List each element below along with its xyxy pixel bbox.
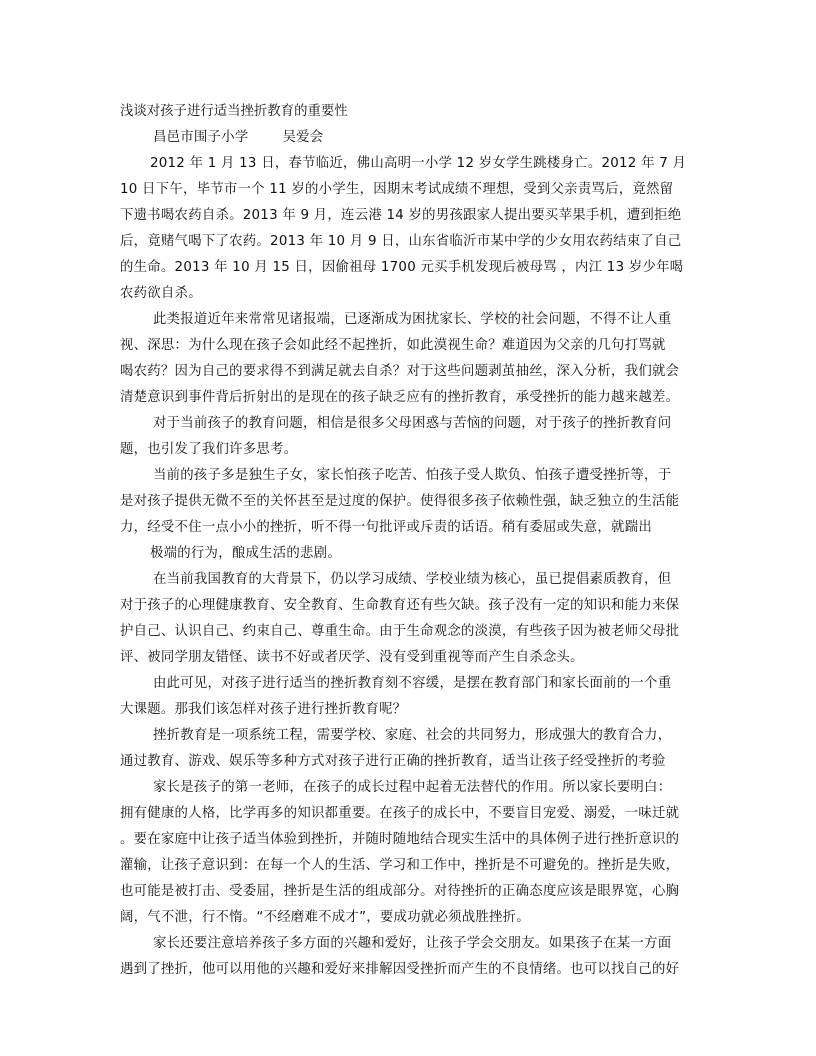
text-line: 喝农药？因为自己的要求得不到满足就去自杀？对于这些问题剥茧抽丝，深入分析，我们就会 [120,364,680,379]
text-line: 极端的行为，酿成生活的悲剧。 [150,546,341,561]
text-line: 下遗书喝农药自杀。2013 年 9 月，连云港 14 岁的男孩跟家人提出要买苹果手机，遭到拒绝 [120,208,682,223]
text-line: 。要在家庭中让孩子适当体验到挫折，并随时随地结合现实生活中的具体例子进行挫折意识的 [120,832,680,847]
article-body [120,99,697,983]
author-name: 吴爱会 [282,130,324,145]
text-line: 是对孩子提供无微不至的关怀甚至是过度的保护。使得很多孩子依赖性强，缺乏独立的生活能 [120,494,680,509]
text-line: 挫折教育是一项系统工程，需要学校、家庭、社会的共同努力，形成强大的教育合力， [153,728,672,743]
text-line: 农药欲自杀。 [120,286,202,301]
text-line: 通过教育、游戏、娱乐等多种方式对孩子进行正确的挫折教育，适当让孩子经受挫折的考验 [120,754,666,769]
text-line: 家长还要注意培养孩子多方面的兴趣和爱好，让孩子学会交朋友。如果孩子在某一方面 [153,936,672,951]
text-line: 拥有健康的人格，比学再多的知识都重要。在孩子的成长中，不要盲目宠爱、溺爱，一味迁就 [120,806,680,821]
text-line: 大课题。那我们该怎样对孩子进行挫折教育呢？ [120,702,407,717]
text-line: 此类报道近年来常常见诸报端，已逐渐成为困扰家长、学校的社会问题，不得不让人重 [153,312,672,327]
text-line: 力，经受不住一点小小的挫折，听不得一句批评或斥责的话语。稍有委屈或失意，就踹出 [120,520,652,535]
text-line: 题，也引发了我们许多思考。 [120,442,298,457]
byline [120,125,697,151]
text-line: 也可能是被打击、受委屈，挫折是生活的组成部分。对待挫折的正确态度应该是眼界宽，心胸 [120,884,680,899]
text-line: 对于当前孩子的教育问题，相信是很多父母困惑与苦恼的问题，对于孩子的挫折教育问 [153,416,672,431]
school-name: 昌邑市围子小学 [153,130,249,145]
text-line: 遇到了挫折，他可以用他的兴趣和爱好来排解因受挫折而产生的不良情绪。也可以找自己的好 [120,962,680,977]
text-line: 清楚意识到事件背后折射出的是现在的孩子缺乏应有的挫折教育，承受挫折的能力越来越差。 [120,390,680,405]
text-line: 后，竟赌气喝下了农药。2013 年 10 月 9 日，山东省临沂市某中学的少女用农药结束了自己 [120,234,682,249]
text-line: 视、深思：为什么现在孩子会如此经不起挫折，如此漠视生命？难道因为父亲的几句打骂就 [120,338,666,353]
text-line: 阔，气不泄，行不惰。“不经磨难不成才”，要成功就必须战胜挫折。 [120,910,530,925]
text-line: 护自己、认识自己、约束自己、尊重生命。由于生命观念的淡漠，有些孩子因为被老师父母批 [120,624,680,639]
text-line: 当前的孩子多是独生子女，家长怕孩子吃苦、怕孩子受人欺负、怕孩子遭受挫折等，于 [153,468,672,483]
text-line: 2012 年 1 月 13 日，春节临近，佛山高明一小学 12 岁女学生跳楼身亡。2012 年 7 月 [150,156,687,171]
text-line: 评、被同学朋友错怪、读书不好或者厌学、没有受到重视等而产生自杀念头。 [120,650,584,665]
text-line: 的生命。2013 年 10 月 15 日，因偷祖母 1700 元买手机发现后被母骂 ，内江 13 岁少年喝 [120,260,684,275]
article-title: 浅谈对孩子进行适当挫折教育的重要性 [120,104,348,119]
text-line: 对于孩子的心理健康教育、安全教育、生命教育还有些欠缺。孩子没有一定的知识和能力来保 [120,598,680,613]
text-line: 在当前我国教育的大背景下，仍以学习成绩、学校业绩为核心，虽已提倡素质教育，但 [153,572,672,587]
text-line: 由此可见，对孩子进行适当的挫折教育刻不容缓，是摆在教育部门和家长面前的一个重 [153,676,672,691]
text-line: 10 日下午，毕节市一个 11 岁的小学生，因期末考试成绩不理想，受到父亲责骂后，竟然留 [120,182,674,197]
text-line: 家长是孩子的第一老师，在孩子的成长过程中起着无法替代的作用。所以家长要明白： [153,780,672,795]
text-line: 灌输，让孩子意识到：在每一个人的生活、学习和工作中，挫折是不可避免的。挫折是失败， [120,858,680,873]
